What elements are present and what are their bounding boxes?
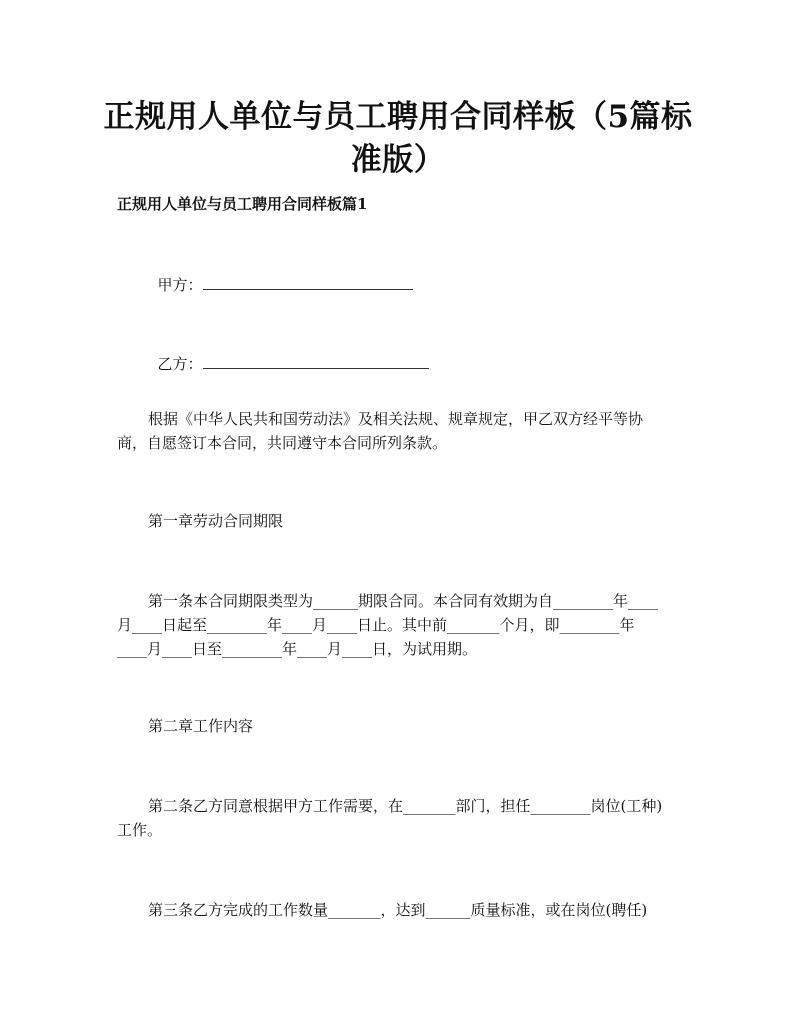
party-b-blank <box>203 352 429 369</box>
party-b-label: 乙方： <box>157 355 203 373</box>
article-2-line2: 工作。 <box>117 821 163 839</box>
section-heading: 正规用人单位与员工聘用合同样板篇1 <box>117 195 368 213</box>
document-title-line2: 准版） <box>350 142 446 178</box>
party-a-label: 甲方： <box>157 276 203 294</box>
party-b-row <box>148 329 429 376</box>
article-1-line3: ____月____日至________年____月____日，为试用期。 <box>117 640 478 658</box>
article-3-line1: 第三条乙方完成的工作数量_______，达到______质量标准，或在岗位(聘任) <box>148 901 648 919</box>
document-title-line1: 正规用人单位与员工聘用合同样板（5篇标 <box>103 99 693 135</box>
chapter-1-heading: 第一章劳动合同期限 <box>148 512 284 530</box>
article-1-line1: 第一条本合同期限类型为______期限合同。本合同有效期为自________年____ <box>148 592 659 610</box>
intro-paragraph-line2: 商，自愿签订本合同，共同遵守本合同所列条款。 <box>117 434 448 452</box>
party-a-row <box>148 250 413 297</box>
party-a-blank <box>203 273 413 290</box>
intro-paragraph-line1: 根据《中华人民共和国劳动法》及相关法规、规章规定，甲乙双方经平等协 <box>148 410 644 428</box>
chapter-2-heading: 第二章工作内容 <box>148 717 254 735</box>
article-2-line1: 第二条乙方同意根据甲方工作需要，在_______部门，担任________岗位(工种) <box>148 797 663 815</box>
article-1-line2: 月____日起至________年____月____日止。其中前_______个月，即________年 <box>117 616 635 634</box>
